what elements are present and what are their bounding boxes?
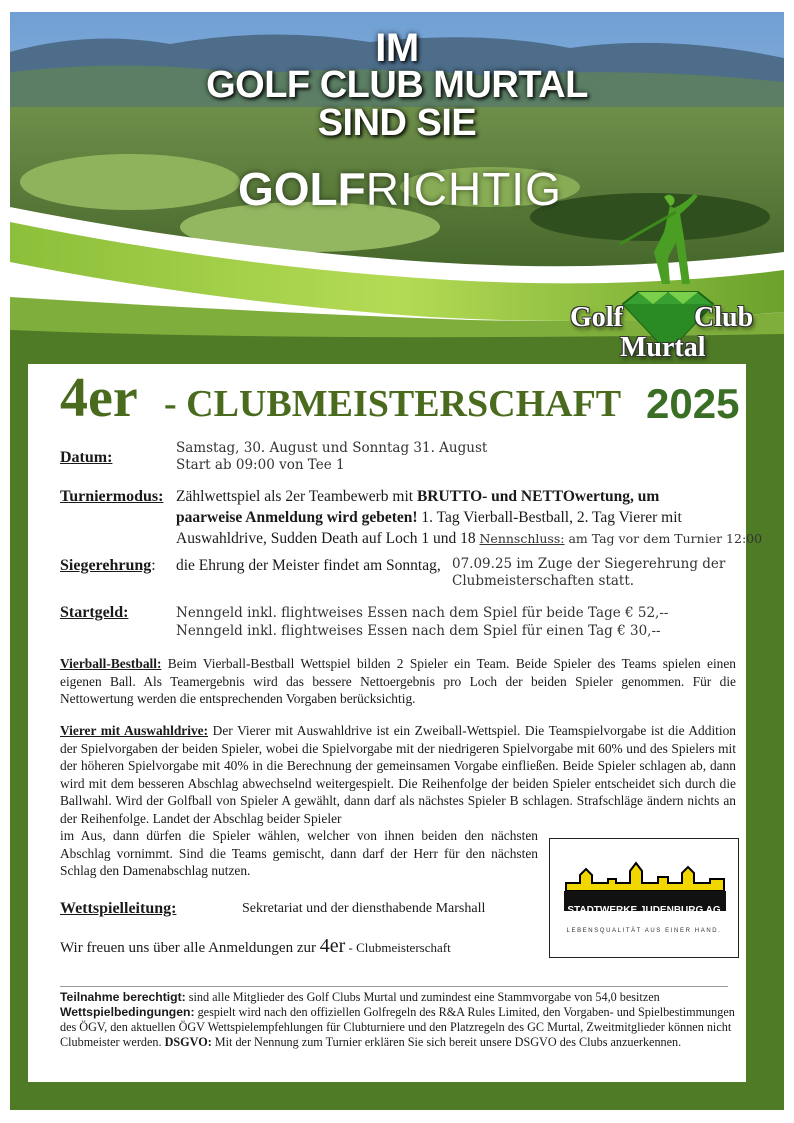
siegerehrung-colon: :: [151, 557, 156, 574]
page-title: [60, 366, 760, 429]
slogan-thin: RICHTIG: [365, 163, 562, 215]
logo-word-club: Club: [694, 302, 754, 333]
turniermodus-line-2: [176, 509, 682, 527]
title-main: - CLUBMEISTERSCHAFT: [164, 383, 622, 425]
siegerehrung-label: Siegerehrung: [60, 557, 152, 574]
wettspielleitung-label: Wettspielleitung:: [60, 900, 177, 917]
nennschluss-text: am Tag vor dem Turnier 12:00: [564, 531, 763, 546]
vierball-paragraph: [60, 655, 736, 708]
dsgvo-label: DSGVO:: [164, 1035, 212, 1049]
vierer-label: Vierer mit Auswahldrive:: [60, 723, 209, 738]
turniermodus-label: Turniermodus:: [60, 488, 164, 505]
title-year: 2025: [646, 380, 740, 427]
startgeld-line-2: Nenngeld inkl. flightweises Essen nach dem Spiel für einen Tag € 30,--: [176, 623, 661, 639]
slogan-bold: GOLF: [238, 163, 366, 215]
datum-label: Datum:: [60, 449, 113, 466]
siegerehrung-hand-1: 07.09.25 im Zuge der Siegerehrung der: [452, 556, 726, 572]
siegerehrung-label-group: [60, 557, 156, 575]
teilnahme-text: sind alle Mitglieder des Golf Clubs Murtal und zumindest eine Stammvorgabe von 54,0 besitzen: [185, 990, 660, 1004]
hero-banner: [10, 12, 784, 364]
logo-word-golf: Golf: [570, 302, 623, 333]
turniermodus-line-3: [176, 530, 762, 548]
wettspielbedingungen-text: gespielt wird nach den offiziellen Golfregeln des R&A Rules Limited, den Vorgaben- und Spielbestimmungen des ÖGV, den aktuellen ÖGV Wettspielempfehlungen für Clubturniere und den Platzregeln des GC Murtal, Zweitmitglieder können nicht Clubmeister werden.: [60, 1005, 735, 1049]
hero-headline-line-1: IM: [375, 26, 419, 70]
datum-line-2: Start ab 09:00 von Tee 1: [176, 457, 345, 473]
turniermodus-line-2a: paarweise Anmeldung wird gebeten!: [176, 509, 418, 526]
sponsor-name: STADTWERKE JUDENBURG AG: [567, 905, 721, 916]
wettspielleitung-text: Sekretariat und der diensthabende Marshall: [242, 901, 486, 916]
closing-big: 4er: [319, 935, 346, 957]
dsgvo-text: Mit der Nennung zum Turnier erklären Sie sich bereit unsere DSGVO des Clubs anzuerkennen.: [211, 1035, 682, 1049]
teilnahme-label: Teilnahme berechtigt:: [60, 990, 186, 1004]
turniermodus-line-1: [176, 488, 659, 506]
vierball-label: Vierball-Bestball:: [60, 656, 162, 671]
teilnahme-line: [60, 990, 736, 1005]
hero-headline-line-2: GOLF CLUB MURTAL: [206, 64, 588, 106]
startgeld-line-1: Nenngeld inkl. flightweises Essen nach dem Spiel für beide Tage € 52,--: [176, 605, 669, 621]
turniermodus-line-3a: Auswahldrive, Sudden Death auf Loch 1 und 18: [176, 530, 480, 547]
datum-line-1: Samstag, 30. August und Sonntag 31. August: [176, 440, 488, 456]
fine-print: [60, 990, 736, 1050]
closing-text-a: Wir freuen uns über alle Anmeldungen zur: [60, 940, 320, 956]
closing-line: [60, 935, 451, 958]
vierer-paragraph-cont: im Aus, dann dürfen die Spieler wählen, welcher von ihnen beiden den nächsten Abschlag vornimmt. Sind die Teams gemischt, dann darf der Herr für den nächsten Schlag den Damenabschlag nutzen.: [60, 828, 538, 878]
golf-club-murtal-logo: [558, 192, 778, 364]
turniermodus-line-1a: Zählwettspiel als 2er Teambewerb mit: [176, 488, 417, 505]
logo-word-murtal: Murtal: [620, 332, 706, 363]
startgeld-label: Startgeld:: [60, 604, 129, 621]
hero-headline-line-3: SIND SIE: [317, 102, 477, 144]
golf-richtig-slogan: [238, 162, 562, 216]
wettspiel-line: [60, 1005, 736, 1050]
turniermodus-line-2b: 1. Tag Vierball-Bestball, 2. Tag Vierer mit: [417, 509, 682, 526]
title-prefix: 4er: [60, 367, 138, 429]
turniermodus-line-1b: BRUTTO- und NETTOwertung, um: [416, 488, 660, 505]
sponsor-claim: LEBENSQUALITÄT AUS EINER HAND.: [566, 928, 722, 934]
closing-text-b: - Clubmeisterschaft: [345, 940, 451, 955]
wettspielbedingungen-label: Wettspielbedingungen:: [60, 1005, 195, 1019]
nennschluss-label: Nennschluss:: [479, 531, 565, 546]
divider: [60, 986, 728, 987]
vierball-text: Beim Vierball-Bestball Wettspiel bilden 2 Spieler ein Team. Beide Spieler des Teams spielen einen eigenen Ball. Als Teamergebnis wird das bessere Nettoergebnis pro Loch der beiden Spieler genommen. Für die Nettowertung werden die entsprechenden Vorgaben berücksichtig.: [60, 656, 736, 706]
sponsor-logo-stadtwerke: [549, 838, 739, 958]
vierer-text-a: Der Vierer mit Auswahldrive ist ein Zweiball-Wettspiel. Die Teamspielvorgabe ist die Addition der Spielvorgaben der beiden Spieler, wobei die Spielvorgabe mit der niedrigeren Spielvorgabe mit 60% und des Spielers mit der höheren Spielvorgabe mit 40% in die Berechnung der gemeinsamen Vorgabe einfließen. Beide Spieler schlagen ab, dann wird mit dem besseren Abschlag abwechselnd weitergespielt. Die Reihenfolge der beiden Spieler entscheidet sich durch die Ballwahl. Wird der Golfball von Spieler A gewählt, dann darf als nächstes Spieler B schlagen. Strafschläge ändern nichts an der Reihenfolge. Landet der Abschlag beider Spieler: [60, 723, 736, 826]
siegerehrung-text: die Ehrung der Meister findet am Sonntag,: [176, 557, 441, 574]
vierer-paragraph: [60, 722, 736, 827]
siegerehrung-hand-2: Clubmeisterschaften statt.: [452, 573, 635, 589]
